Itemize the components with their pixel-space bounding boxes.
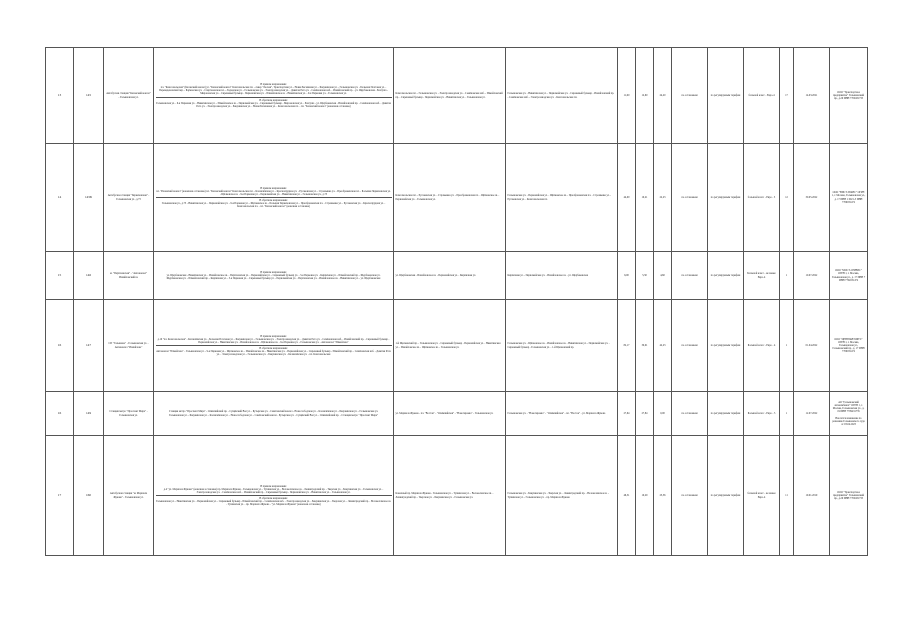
tariff-type: по регулируемым тарифам xyxy=(708,252,744,300)
route-forward-heading: В прямом направлении: xyxy=(260,334,287,338)
vehicle-class: Большой класс - Евро - 5 xyxy=(744,392,780,436)
route-forward-text: ул. Щербаковская - Никитинская ул. - Измайловское ш. - Партизанская ул. - Первомайская ул. - Сиреневый бульвар ул. - 3-я Парковая ул. - Кирпичная ул. - Измайловский пр. - Щербаковская ул. xyxy=(166,273,381,277)
route-backward-heading: В обратном направлении: xyxy=(156,345,392,350)
route-name: Автобусная станция "Черкизовская" - Гольяновская ул., д.73 xyxy=(104,144,154,252)
route-name: м. "Партизанская" - "Автовокзал" Измайловский ш. xyxy=(104,252,154,300)
vehicle-count: 11 xyxy=(780,436,794,556)
boarding-mode: по остановкам xyxy=(672,300,708,392)
length-total: 23,36 xyxy=(654,436,672,556)
length-total: 4,60 xyxy=(654,252,672,300)
row-number: 17 xyxy=(46,436,74,556)
start-date: 12.07.2022 xyxy=(794,392,830,436)
route-backward-text: Гольяновская ул., д.73 - Никитинская ул. - Первомайская ул. - 9-я Парковая ул. - Щёлковское ш. - Большая Черкизовская ул. - Преображенская пл. - Стромынка ул. - Русаковская ул. - Краснопрудная ул. - Комсомольская пл. - пл. "Казанский вокзал" (конечная остановка) xyxy=(161,202,386,209)
route-path xyxy=(154,300,394,392)
route-name: Автобусная станция "м. Маршала Жукова" - Гольяновская ул. xyxy=(104,436,154,556)
table-row xyxy=(46,252,868,300)
length-total: 0,00 xyxy=(654,392,672,436)
route-backward-text: Автовокзал "Измайлово" - Гольяновская ул. - 9-я Парковая ул. - Щёлковское ш. - Измайловское ш. - Никитинская ул. - Первомайская ул. - Сиреневый бульвар - Измайловский пр. - Семёновская наб. - Девятая Рота ул. - Электрозаводская ул. - Гольяновская ул. - Бакунинская ул. - Каланчёвская ул. - пл. Комсомольская xyxy=(156,350,391,357)
length-forward: 46,51 xyxy=(618,436,636,556)
tariff-type: по регулируемым тарифам xyxy=(708,144,744,252)
carrier-info: ООО "МОСТ-СЕРВИС" ОГРН 1, г. Москва, Гольяновская ул., д. 17 ИНН 7 ИНН 7702031472 xyxy=(830,252,868,300)
route-forward-text: Станция метро "Проспект Мира" - Олимпийский пр. - Сущёвский Вал ул. - Бутырская ул. - Савёловский вокзал - Новослободская ул. - Каланчёвская ул. - Бакунинская ул. - Гольяновская ул. xyxy=(168,410,379,414)
route-path xyxy=(154,392,394,436)
vehicle-count: 1 xyxy=(780,252,794,300)
length-backward: 30,01 xyxy=(636,300,654,392)
route-forward-heading: В прямом направлении: xyxy=(260,186,287,190)
route-path xyxy=(154,144,394,252)
carrier-info: ООО "Транспортное предприятие" Гольяновский пр., д.29 ИНН 7709431735 xyxy=(830,48,868,144)
stops-forward: ул. Маршала Жукова - пл. "Восток" - "Олимпийская" - "Новогиреево" - Гольяновская ул. xyxy=(394,392,506,436)
length-forward: 82,17 xyxy=(618,300,636,392)
carrier-text: АО "Гольяновский автокомбинат" ОГРН 1, г. Москва, Гольяновская ул., д. 19 ИНН 7709431735 xyxy=(832,401,865,414)
length-total: 22,23 xyxy=(654,144,672,252)
tariff-type: по регулируемым тарифам xyxy=(708,436,744,556)
table-row xyxy=(46,436,868,556)
vehicle-count: 1 xyxy=(780,392,794,436)
stops-forward: Комсомольская пл. - Гольяновская ул. - Электрозаводская ул. - Семёновская наб. - Измайловский пр. - Сиреневый бульвар - Первомайская ул. - Никитинская ул. - Гольяновская ул. xyxy=(394,48,506,144)
route-forward-heading: В прямом направлении: xyxy=(260,484,287,488)
stops-forward: 1-й Щелковский пр. - Гольяновская ул. - Сиреневый бульвар - Первомайская ул. - Никитинская ул. - Измайловское ш. - Щёлковское ш. - Гольяновская ул. xyxy=(394,300,506,392)
vehicle-class: большой класс - Евро-4 xyxy=(744,48,780,144)
start-date: 30.05.2022 xyxy=(794,144,830,252)
length-forward: 6,00 xyxy=(618,252,636,300)
boarding-mode: по остановкам xyxy=(672,436,708,556)
vehicle-count: 17 xyxy=(780,48,794,144)
length-backward: 5,30 xyxy=(636,252,654,300)
carrier-note: Вносится изменение по решению Гольяновского суда от 03.04.2023 xyxy=(832,416,865,426)
route-forward-heading: В прямом направлении: xyxy=(260,270,287,274)
route-path xyxy=(154,436,394,556)
start-date: 14.03.2021 xyxy=(794,48,830,144)
tariff-type: по регулируемым тарифам xyxy=(708,48,744,144)
vehicle-class: Большой класс - не менее Евро-4 xyxy=(744,252,780,300)
boarding-mode: по остановкам xyxy=(672,144,708,252)
route-backward-text: Гольяновская ул. - Никитинская ул. - Первомайская ул. - Сиреневый бульвар - Измайловский пр. - Семёновская наб. - Электрозаводская ул. - Бакунинская ул. - Тверская ул. - Ленинградский пр. - Волоколамское ш. - Тушинская ул. - пр. Маршала Жукова - "ул. Маршала Жукова" (конечная остановка) xyxy=(155,500,392,507)
row-number: 16 xyxy=(46,300,74,392)
registration-number: 160 xyxy=(74,436,104,556)
route-name: Автобусная станция "Казанский вокзал" - Гольяновская ул. xyxy=(104,48,154,144)
stops-backward: Гольяновская ул. - Первомайская ул. - Щёлковское ш. - Преображенская пл. - Стромынка ул. - Русаковская ул. - Комсомольская пл. xyxy=(506,144,618,252)
start-date: 01.04.2022 xyxy=(794,300,830,392)
stops-backward: Гольяновская ул. - "Новогиреево" - "Олимпийская" - пл. "Восток" - ул. Маршала Жукова xyxy=(506,392,618,436)
route-backward-heading: В обратном направлении: xyxy=(156,97,392,102)
length-forward: 27,64 xyxy=(618,392,636,436)
stops-forward: Конечный пр. Маршала Жукова - Гольяновская ул. - Тушинская ул. - Волоколамское ш. - Ленинградский пр. - Тверская ул. - Бакунинская ул. - Гольяновская ул. xyxy=(394,436,506,556)
start-date: 19.01.2019 xyxy=(794,436,830,556)
route-backward-text: Гольяновская ул. - Бакунинская ул. - Каланчёвская ул. - Новослободская ул. - Савёловский вокзал - Бутырская ул. - Сущёвский Вал ул. - Олимпийский пр. - Станция метро "Проспект Мира" xyxy=(168,413,379,417)
route-backward-text: Гольяновская ул. - 9-я Парковая ул. - Никитинская ул. - Измайловское ш. - Первомайская ул. - Сиреневый бульвар - Мироновская ул. - Благуша - ул. Щербаковская - Измайловский пр. - Семёновская наб. - Девятая Рота ул. - Электрозаводская ул. - Бакунинская ул. - Новая Басманная ул. - Комсомольская пл. - пл. "Казанский вокзал" (конечная остановка) xyxy=(156,101,391,108)
stops-backward: Кирпичная ул. - Первомайская ул. - Измайловское ш. - ул. Щербаковская xyxy=(506,252,618,300)
registration-number: 145Б xyxy=(74,144,104,252)
length-backward: 10,21 xyxy=(636,144,654,252)
length-total: 42,23 xyxy=(654,300,672,392)
table-row xyxy=(46,144,868,252)
length-forward: 44,00 xyxy=(618,144,636,252)
carrier-info: ООО "ЦЕНТРАВТОБУС" ОГРН 1, г. Москва, Гольяновская ул., Гольяновский пр., д. 17 ИНН 7709031472 xyxy=(830,300,868,392)
vehicle-count: 1 xyxy=(780,300,794,392)
row-number: 14 xyxy=(46,144,74,252)
stops-backward: Гольяновская ул. - Щёлковское ш. - Измайловское ш. - Никитинская ул. - Первомайская ул. - Сиреневый бульвар - Гольяновская ул. - 1-й Щелковский пр. xyxy=(506,300,618,392)
table-row xyxy=(46,392,868,436)
boarding-mode: по остановкам xyxy=(672,48,708,144)
registration-number: 147 xyxy=(74,300,104,392)
route-path xyxy=(154,252,394,300)
route-forward-text: пл. "Рязанский вокзал" (конечная остановка) пл. "Казанский вокзал" Комсомольская пл. - Каланчёвская ул. - Краснопрудная ул. - Русаковская ул. - Стромынка ул. - Преображенская пл. - Большая Черкизовская ул. - Щёлковское ш. - 9-я Парковая ул. - Первомайская ул. - Никитинская ул. - Гольяновская ул., д.73 xyxy=(156,189,391,196)
stops-forward: ул. Щербаковская - Измайловское ш. - Первомайская ул. - Кирпичная ул. xyxy=(394,252,506,300)
boarding-mode: по остановкам xyxy=(672,252,708,300)
length-backward: 27,84 xyxy=(636,392,654,436)
route-name: СП "Гольяново" - Гольяновская ул. - Автовокзал "Измайлово" xyxy=(104,300,154,392)
route-path xyxy=(154,48,394,144)
registration-number: 149 xyxy=(74,392,104,436)
table-row xyxy=(46,300,868,392)
vehicle-class: большой класс - Евро - 5 xyxy=(744,144,780,252)
vehicle-class: Большой класс - Евро - 4 xyxy=(744,300,780,392)
table-row xyxy=(46,48,868,144)
route-backward-heading: В обратном направлении: xyxy=(156,495,392,500)
stops-backward: Гольяновская ул. - Бакунинская ул. - Тверская ул. - Ленинградский пр. - Волоколамское ш. - Тушинская ул. - Гольяновская ул. - пр. Маршала Жукова xyxy=(506,436,618,556)
length-forward: 11,60 xyxy=(618,48,636,144)
carrier-info xyxy=(830,392,868,436)
length-backward: 12,60 xyxy=(636,48,654,144)
route-backward-text: Щербаковская ул. - Измайловский пр. - Кирпичная ул. - 3-я Парковая ул. - Сиреневый бульвар ул. - Первомайская ул. - Партизанская ул. - Измайловское ш. - Никитинская ул. - ул. Щербаковская xyxy=(166,277,381,281)
start-date: 10.07.2022 xyxy=(794,252,830,300)
stops-forward: Комсомольская пл. - Русаковская ул. - Стромынка ул. - Преображенская пл. - Щёлковское ш. - Первомайская ул. - Гольяновская ул. xyxy=(394,144,506,252)
route-registry-table xyxy=(45,47,868,556)
row-number: 13 xyxy=(46,48,74,144)
length-total: 24,20 xyxy=(654,48,672,144)
registration-number: 146 xyxy=(74,252,104,300)
tariff-type: по регулируемым тарифам xyxy=(708,392,744,436)
route-forward-text: пл. "Комсомольская" (Казанский вокзал) ул. "Казанский вокзал" Комсомольская пл. - сквер "Лесная", Транспортная ул. - Новая Басманная ул. - Бакунинская ул. - Гольяновская ул. - Большая Почтовая ул. - Переведеновский пер. - Бауманская ул. - Спартаковская пл. - Ладожская ул. - Гольяновская ул. - Электрозаводская ул. - Девятая Рота ул. - Семёновская наб. - Измайловский пр. - ул. Щербаковская - Благуша - Мироновская ул. - Сиреневый бульвар - Первомайская ул. - Измайловское ш. - Никитинская ул. - 9-я Парковая ул. - Гольяновская ул. xyxy=(159,86,388,96)
boarding-mode: по остановкам xyxy=(672,392,708,436)
route-backward-heading: В обратном направлении: xyxy=(156,197,392,202)
length-backward: 10,29 xyxy=(636,436,654,556)
vehicle-count: 12 xyxy=(780,144,794,252)
registration-number: 145 xyxy=(74,48,104,144)
carrier-info: ООО "ВИСТ-ТРАНС" ОГРН 1, г. Москва, Гольяновская ул., д. 17 ИНН 1 0021-3 ИНН 7709031472 xyxy=(830,144,868,252)
route-name: Станция метро "Проспект Мира" - Гольяновская ул. xyxy=(104,392,154,436)
vehicle-class: большой класс - не менее Евро-4 xyxy=(744,436,780,556)
route-forward-text: д.4 "ул. Маршала Жукова" (конечная остановка) пр. Маршала Жукова - Гольяновская ул. - Тушинская ул. - Волоколамское ш. - Ленинградский пр. - Тверская ул. - Бакунинская ул. - Гольяновская ул. - Электрозаводская ул. - Семёновская наб. - Измайловский пр. - Сиреневый бульвар - Первомайская ул. - Никитинская ул. - Гольяновская ул. xyxy=(163,487,384,494)
stops-backward: Гольяновская ул. - Никитинская ул. - Первомайская ул. - Сиреневый бульвар - Измайловский пр. - Семёновская наб. - Электрозаводская ул. - Комсомольская пл. xyxy=(506,48,618,144)
carrier-info: ООО "Транспортное предприятие" Гольяновский пр., д.29 ИНН 7709431735 xyxy=(830,436,868,556)
row-number: 16 xyxy=(46,392,74,436)
tariff-type: по регулируемым тарифам xyxy=(708,300,744,392)
route-forward-text: д.10 "пл. Комсомольская" - Каланчёвская ул. - Большая Почтовая ул. - Бакунинская ул. - Гольяновская ул. - Электрозаводская ул. - Девятая Рота ул. - Семёновская наб. - Измайловский пр. - Сиреневый бульвар - Первомайская ул. - Никитинская ул. - Измайловское ш. - Щёлковское ш. - 9-я Парковая ул. - Гольяновская ул. - Автовокзал "Измайлово" xyxy=(157,337,390,344)
route-forward-heading: В прямом направлении: xyxy=(260,83,287,87)
row-number: 15 xyxy=(46,252,74,300)
